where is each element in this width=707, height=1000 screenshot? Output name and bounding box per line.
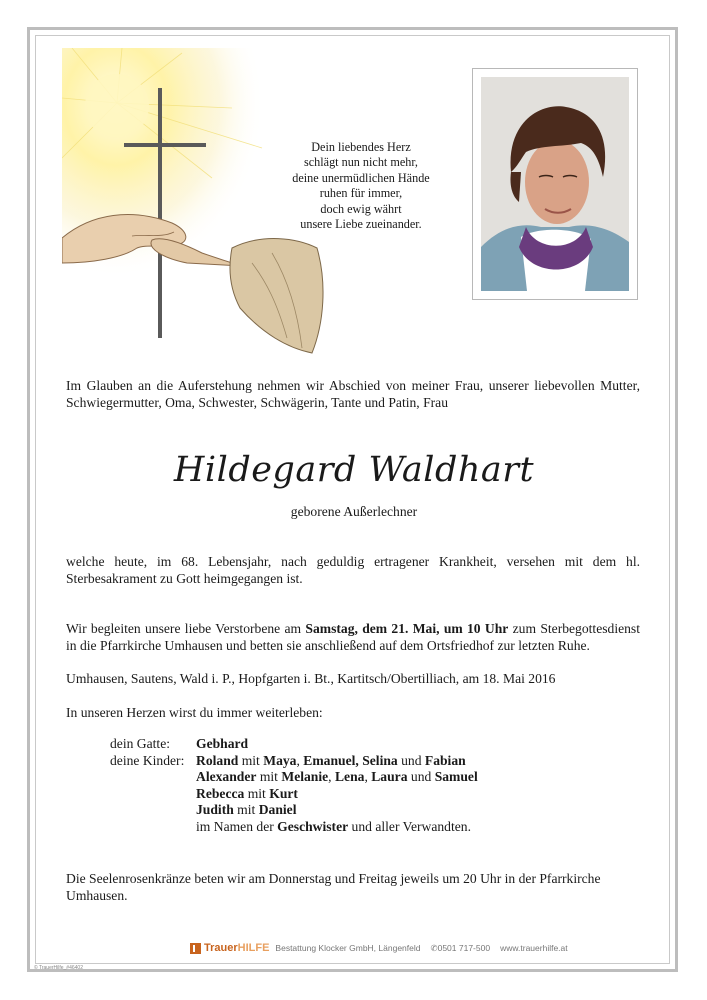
- family-row-child: Judith mit Daniel: [196, 802, 297, 818]
- spouse-label: dein Gatte:: [110, 736, 171, 751]
- brand-name-b: HILFE: [237, 942, 270, 954]
- birth-name: geborene Außerlechner: [290, 504, 418, 519]
- family-list: [110, 736, 478, 836]
- website-link[interactable]: www.trauerhilfe.at: [500, 943, 568, 953]
- poem-line: Dein liebendes Herz: [311, 140, 411, 154]
- deceased-name: Hildegard Waldhart: [173, 450, 535, 490]
- family-row-child: Alexander mit Melanie, Lena, Laura und Samuel: [196, 769, 478, 785]
- children-label: deine Kinder:: [110, 752, 185, 768]
- funeral-date: Samstag, dem 21. Mai, um 10 Uhr: [305, 621, 509, 636]
- hearts-line: In unseren Herzen wirst du immer weiterleben:: [66, 705, 323, 720]
- company-name: Bestattung Klocker GmbH, Längenfeld: [275, 943, 421, 953]
- poem-line: ruhen für immer,: [319, 186, 403, 201]
- intro-text: Im Glauben an die Auferstehung nehmen wir Abschied von meiner Frau, unserer liebevollen Mutter, Schwiegermutter, Oma, Schwester, Schwägerin, Tante und Patin, Frau: [66, 378, 640, 410]
- death-notice: welche heute, im 68. Lebensjahr, nach geduldig ertragener Krankheit, versehen mit dem hl. Sterbesakrament zu Gott heimgegangen ist.: [66, 554, 640, 586]
- poem-line: unsere Liebe zueinander.: [300, 217, 422, 232]
- phone-number: ✆0501 717-500: [430, 942, 491, 953]
- family-row-child: deine Kinder: Roland mit Maya, Emanuel, Selina und Fabian: [110, 752, 466, 768]
- poem-line: doch ewig währt: [320, 201, 402, 216]
- copyright-note: © TrauerHilfe_#46402: [34, 965, 83, 971]
- footer: [190, 942, 568, 954]
- funeral-notice: Wir begleiten unsere liebe Verstorbene am Samstag, dem 21. Mai, um 10 Uhr zum Sterbegottesdienst in die Pfarrkirche Umhausen und betten sie anschließend auf dem Ortsfriedhof zur letzten Ruhe.: [66, 621, 640, 653]
- poem-line: schlägt nun nicht mehr,: [304, 155, 418, 170]
- places-date: Umhausen, Sautens, Wald i. P., Hopfgarten i. Bt., Kartitsch/Obertilliach, am 18. Mai 2016: [66, 671, 556, 686]
- brand-name-a: Trauer: [204, 942, 238, 954]
- spouse-name: Gebhard: [196, 736, 249, 751]
- trauerhilfe-logo-icon: [190, 943, 201, 954]
- rosary-notice: Die Seelenrosenkränze beten wir am Donnerstag und Freitag jeweils um 20 Uhr in der Pfarrkirche Umhausen.: [66, 871, 601, 903]
- family-row-spouse: [110, 736, 478, 753]
- family-row-child: Rebecca mit Kurt: [196, 785, 298, 801]
- poem-line: deine unermüdlichen Hände: [292, 170, 430, 185]
- portrait-photo: [472, 68, 638, 300]
- family-row-relatives: im Namen der Geschwister und aller Verwandten.: [196, 818, 471, 834]
- poem: [266, 140, 456, 232]
